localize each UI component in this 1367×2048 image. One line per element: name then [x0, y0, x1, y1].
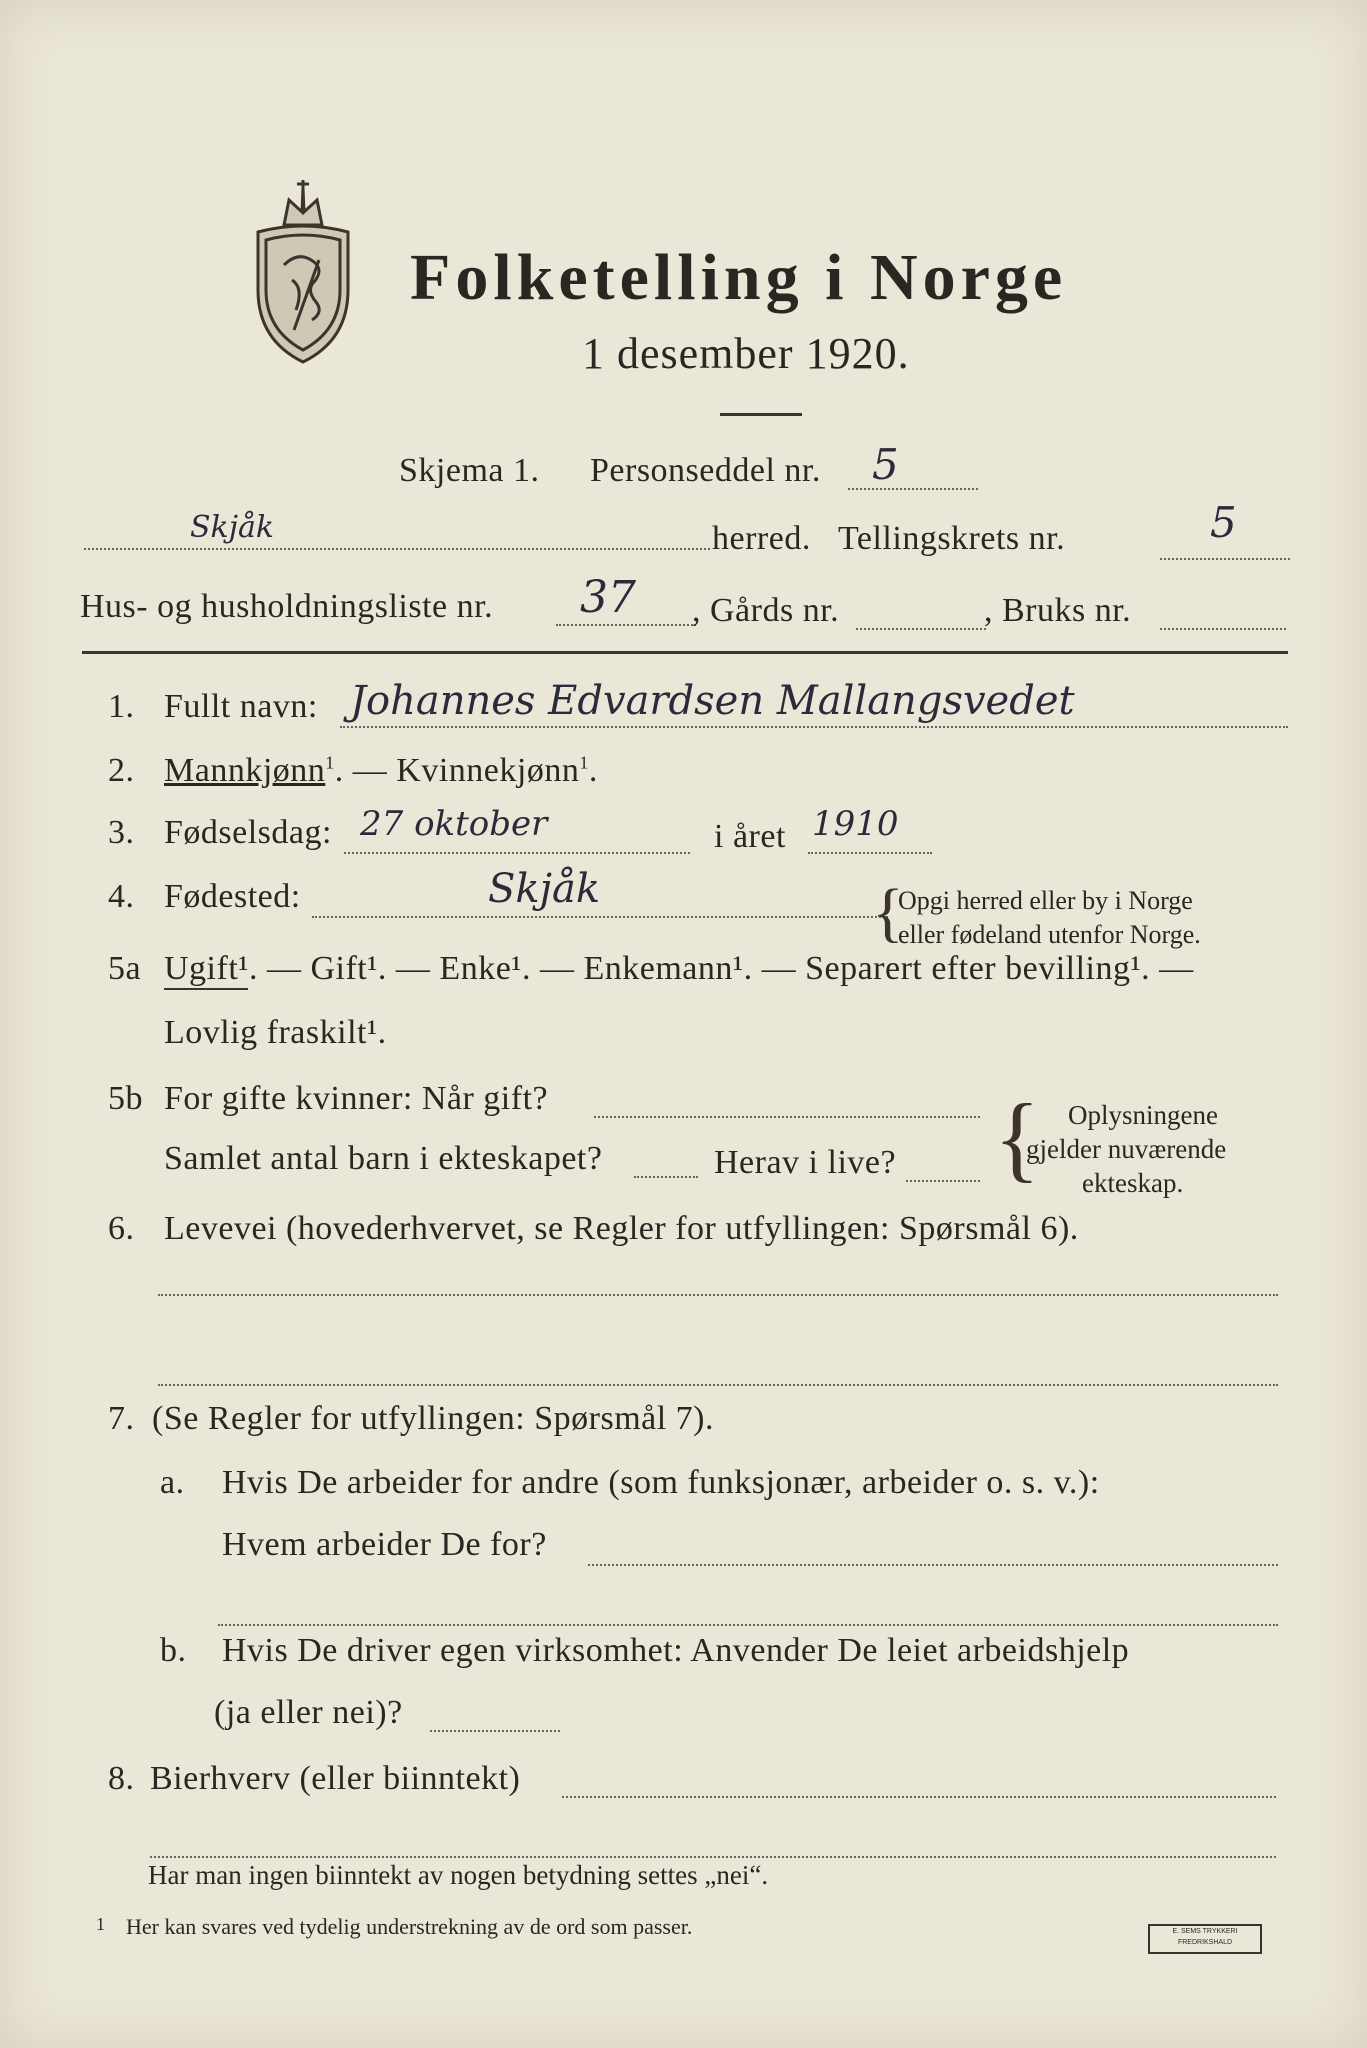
schema-label: Skjema 1. — [399, 452, 540, 489]
personseddel-label: Personseddel nr. — [590, 452, 821, 489]
coat-of-arms-icon — [244, 170, 362, 370]
birth-year-field[interactable] — [808, 852, 932, 854]
census-date: 1 desember 1920. — [582, 329, 910, 378]
gards-field[interactable] — [856, 628, 986, 630]
q7a-line1: Hvis De arbeider for andre (som funksjonær, arbeider o. s. v.): — [222, 1464, 1100, 1501]
birthday-value: 27 oktober — [360, 804, 548, 844]
q5b-note-3: ekteskap. — [1082, 1168, 1184, 1198]
gender-end: . — [588, 752, 598, 789]
q8-number: 8. — [108, 1760, 135, 1797]
q6-number: 6. — [108, 1210, 135, 1247]
side-income-field-2[interactable] — [150, 1856, 1276, 1858]
printer-stamp: E. SEMS TRYKKERI FREDRIKSHALD — [1148, 1924, 1262, 1954]
q5b-brace: { — [994, 1084, 1041, 1191]
birthplace-field[interactable] — [312, 916, 888, 918]
personseddel-field[interactable] — [848, 488, 978, 490]
footer-note: Har man ingen biinntekt av nogen betydning settes „nei“. — [148, 1860, 769, 1890]
tellingskrets-value: 5 — [1210, 498, 1237, 547]
herred-value: Skjåk — [190, 510, 275, 545]
marital-status-line2[interactable]: Lovlig fraskilt¹. — [164, 1014, 387, 1051]
ugift-underline — [164, 988, 248, 990]
q2-number: 2. — [108, 752, 135, 789]
hired-help-field[interactable] — [430, 1730, 560, 1732]
herred-field[interactable] — [84, 548, 710, 550]
gards-label: , Gårds nr. — [692, 592, 840, 629]
birthday-field[interactable] — [344, 852, 690, 854]
q7a-line2: Hvem arbeider De for? — [222, 1526, 547, 1563]
q7-label: (Se Regler for utfyllingen: Spørsmål 7). — [152, 1400, 715, 1437]
q7-number: 7. — [108, 1400, 135, 1437]
marital-status-options[interactable]: Ugift¹. — Gift¹. — Enke¹. — Enkemann¹. — Separert efter bevilling¹. — — [164, 950, 1194, 987]
q1-number: 1. — [108, 688, 135, 725]
full-name-value: Johannes Edvardsen Mallangsvedet — [350, 678, 1075, 724]
q7b-line2: (ja eller nei)? — [214, 1694, 403, 1731]
q4-label: Fødested: — [164, 878, 301, 915]
birth-year-value: 1910 — [812, 804, 899, 844]
q5b-note-1: Oplysningene — [1068, 1100, 1218, 1130]
q5b-number: 5b — [108, 1080, 143, 1117]
hus-field[interactable] — [556, 624, 696, 626]
footnote-text: Her kan svares ved tydelig understrekning av de ord som passer. — [126, 1914, 693, 1939]
employer-field-2[interactable] — [218, 1624, 1278, 1626]
tellingskrets-field[interactable] — [1160, 558, 1290, 560]
employer-field-1[interactable] — [588, 1564, 1278, 1566]
full-name-field[interactable] — [340, 726, 1288, 728]
q3-year-label: i året — [714, 818, 786, 855]
children-alive-field[interactable] — [906, 1180, 980, 1182]
q3-number: 3. — [108, 814, 135, 851]
q5b-alive-label: Herav i live? — [714, 1144, 897, 1181]
q5b-children-label: Samlet antal barn i ekteskapet? — [164, 1140, 603, 1177]
occupation-field-2[interactable] — [158, 1384, 1278, 1386]
q7b-letter: b. — [160, 1632, 187, 1669]
personseddel-value: 5 — [872, 440, 899, 489]
q1-label: Fullt navn: — [164, 688, 318, 725]
q5b-note-2: gjelder nuværende — [1026, 1134, 1227, 1164]
q8-label: Bierhverv (eller biinntekt) — [150, 1760, 521, 1797]
married-when-field[interactable] — [594, 1116, 980, 1118]
tellingskrets-label: Tellingskrets nr. — [838, 520, 1066, 557]
bruks-label: , Bruks nr. — [984, 592, 1132, 629]
bruks-field[interactable] — [1160, 628, 1286, 630]
q3-label: Fødselsdag: — [164, 814, 332, 851]
gender-male-option[interactable]: Mannkjønn — [164, 752, 326, 789]
occupation-field-1[interactable] — [158, 1294, 1278, 1296]
gender-options: Mannkjønn$^1$. — Kvinnekjønn$^1$. — [164, 752, 598, 789]
hus-value: 37 — [580, 572, 636, 623]
q7b-line1: Hvis De driver egen virksomhet: Anvender De leiet arbeidshjelp — [222, 1632, 1130, 1669]
footnote-mark: 1 — [96, 1914, 105, 1934]
birthplace-value: Skjåk — [488, 866, 601, 912]
q5a-number: 5a — [108, 950, 142, 987]
q6-label: Levevei (hovederhvervet, se Regler for utfyllingen: Spørsmål 6). — [164, 1210, 1079, 1247]
form-title: Folketelling i Norge — [410, 241, 1068, 314]
q4-note-1: Opgi herred eller by i Norge — [898, 886, 1193, 915]
q4-brace: { — [872, 876, 904, 949]
q7a-letter: a. — [160, 1464, 185, 1501]
herred-label: herred. — [712, 520, 811, 557]
gender-separator: . — — [334, 752, 397, 789]
gender-female-option[interactable]: Kvinnekjønn — [396, 752, 580, 789]
q4-note-2: eller fødeland utenfor Norge. — [898, 920, 1201, 949]
q4-number: 4. — [108, 878, 135, 915]
q5b-label: For gifte kvinner: Når gift? — [164, 1080, 549, 1117]
title-divider — [720, 413, 802, 416]
children-count-field[interactable] — [634, 1176, 698, 1178]
header-divider — [82, 651, 1288, 654]
side-income-field-1[interactable] — [562, 1796, 1276, 1798]
hus-label: Hus- og husholdningsliste nr. — [80, 588, 494, 625]
